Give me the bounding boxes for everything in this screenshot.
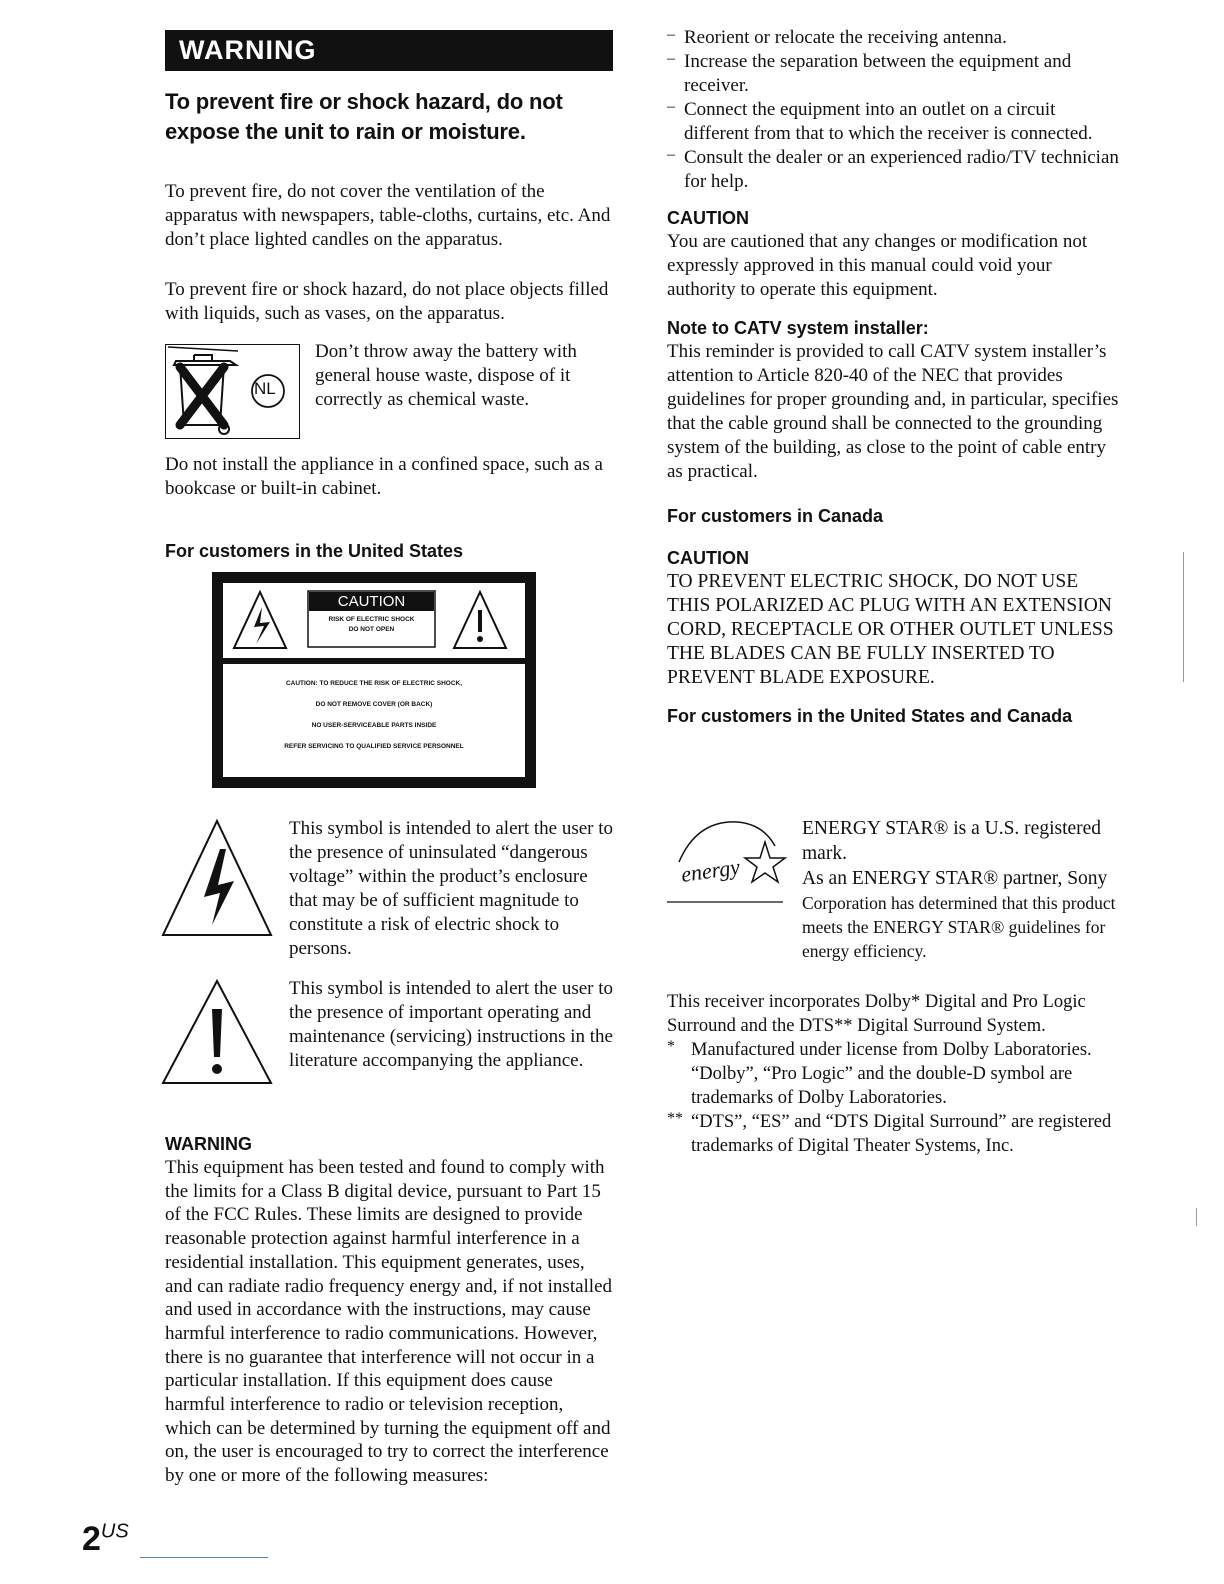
page-number-value: 2 — [82, 1520, 101, 1558]
measure-text: Reorient or relocate the receiving antenna. — [684, 27, 1007, 48]
right-column — [667, 26, 1122, 728]
battery-disposal-row — [165, 340, 613, 439]
page-number — [82, 1520, 129, 1559]
main-heading: To prevent fire or shock hazard, do not expose the unit to rain or moisture. — [165, 89, 563, 144]
footnote-text-2: “Dolby”, “Pro Logic” and the double-D symbol are trademarks of Dolby Laboratories. — [691, 1064, 1073, 1108]
confined-space-paragraph: Do not install the appliance in a confined space, such as a bookcase or built-in cabinet. — [165, 454, 603, 499]
measure-item: – Increase the separation between the equipment and receiver. — [667, 50, 1122, 98]
ventilation-paragraph: To prevent fire, do not cover the ventilation of the apparatus with newspapers, table-cloths, curtains, etc. And don’t place lighted candles on the apparatus. — [165, 181, 611, 250]
energy-star-text — [802, 816, 1122, 963]
caution-label-sub2: DO NOT OPEN — [348, 626, 395, 633]
us-canada-customers-heading: For customers in the United States and Canada — [667, 706, 1073, 726]
fcc-warning-heading: WARNING — [165, 1134, 252, 1154]
footnote-item — [667, 1038, 1122, 1110]
canada-caution-text: TO PREVENT ELECTRIC SHOCK, DO NOT USE THIS POLARIZED AC PLUG WITH AN EXTENSION CORD, RECEPTACLE OR OTHER OUTLET UNLESS THE BLADES CAN BE FULLY INSERTED TO PREVENT BLADE EXPOSURE. — [667, 571, 1114, 688]
footnote-mark: ** — [667, 1110, 683, 1127]
catv-text: This reminder is provided to call CATV system installer’s attention to Article 820-40 of the NEC that provides guidelines for proper grounding and, in particular, specifies that the cable ground shall be connected to the grounding system of the building, as close to the point of cable entry as practical. — [667, 341, 1119, 482]
footnote-item — [667, 1110, 1122, 1158]
voltage-symbol-text: This symbol is intended to alert the user to the presence of uninsulated “dangerous voltage” within the product’s enclosure that may be of sufficient magnitude to constitute a risk of electric shock to persons. — [289, 818, 614, 959]
liquids-paragraph: To prevent fire or shock hazard, do not place objects filled with liquids, such as vases, on the apparatus. — [165, 279, 609, 324]
scan-mark — [1196, 1208, 1197, 1226]
footnote-text: “DTS”, “ES” and “DTS Digital Surround” are registered trademarks of Digital Theater Systems, Inc. — [691, 1112, 1112, 1156]
caution-text: You are cautioned that any changes or modification not expressly approved in this manual could void your authority to operate this equipment. — [667, 231, 1088, 300]
canada-customers-heading: For customers in Canada — [667, 506, 884, 526]
measure-text: Increase the separation between the equipment and receiver. — [684, 51, 1072, 96]
measure-text: Consult the dealer or an experienced radio/TV technician for help. — [684, 147, 1119, 192]
battery-nl-badge: NL — [254, 379, 276, 398]
footnote-text: Manufactured under license from Dolby Laboratories. — [691, 1040, 1092, 1060]
page-number-suffix: US — [100, 1520, 129, 1543]
warning-banner: WARNING — [165, 30, 613, 71]
caution-label-sub1: RISK OF ELECTRIC SHOCK — [328, 616, 415, 623]
caution-label-title: CAUTION — [337, 593, 406, 610]
scan-mark — [1183, 552, 1184, 682]
battery-disposal-text: Don’t throw away the battery with general house waste, dispose of it correctly as chemical waste. — [315, 341, 577, 410]
measure-item: – Connect the equipment into an outlet on a circuit different from that to which the receiver is connected. — [667, 98, 1122, 146]
measure-item: – Reorient or relocate the receiving antenna. — [667, 26, 1007, 48]
footnote-mark: * — [667, 1038, 675, 1055]
energy-star-guidelines-text: Corporation has determined that this product meets the ENERGY STAR® guidelines for energy efficiency. — [802, 893, 1116, 961]
caution-label — [212, 572, 536, 788]
battery-disposal-icon — [165, 344, 300, 439]
caution-label-line1: CAUTION: TO REDUCE THE RISK OF ELECTRIC SHOCK, — [285, 680, 463, 687]
dolby-text: This receiver incorporates Dolby* Digital and Pro Logic Surround and the DTS** Digital Surround System. — [667, 992, 1086, 1036]
attention-symbol-text: This symbol is intended to alert the user to the presence of important operating and maintenance (servicing) instructions in the literature accompanying the appliance. — [289, 978, 614, 1071]
caution-label-line2: DO NOT REMOVE COVER (OR BACK) — [315, 701, 433, 708]
caution-label-line4: REFER SERVICING TO QUALIFIED SERVICE PERSONNEL — [284, 743, 464, 750]
left-column — [165, 30, 613, 563]
measure-item: – Consult the dealer or an experienced radio/TV technician for help. — [667, 146, 1122, 194]
fcc-warning-block — [165, 1132, 613, 1488]
caution-label-line3: NO USER-SERVICEABLE PARTS INSIDE — [311, 722, 437, 729]
measure-text: Connect the equipment into an outlet on a circuit different from that to which the receiver is connected. — [684, 99, 1093, 144]
dolby-block — [667, 990, 1122, 1158]
energy-logo-text: energy — [679, 854, 742, 887]
page-footer-rule — [140, 1557, 268, 1558]
fcc-warning-text: This equipment has been tested and found to comply with the limits for a Class B digital device, pursuant to Part 15 of the FCC Rules. These limits are designed to provide reasonable protection against harmful interference in a residential installation. This equipment generates, uses, and can radiate radio frequency energy and, if not installed and used in accordance with the instructions, may cause harmful interference to radio communications. However, there is no guarantee that interference will not occur in a particular installation. If this equipment does cause harmful interference to radio or television reception, which can be determined by turning the equipment off and on, the user is encouraged to try to correct the interference by one or more of the following measures: — [165, 1157, 613, 1487]
energy-star-mark-text: ENERGY STAR® is a U.S. registered mark. — [802, 818, 1102, 864]
us-customers-heading: For customers in the United States — [165, 541, 464, 561]
catv-heading: Note to CATV system installer: — [667, 318, 929, 338]
exclamation-triangle-icon — [160, 977, 275, 1092]
lightning-triangle-icon — [160, 817, 275, 942]
caution-heading: CAUTION — [667, 208, 749, 228]
energy-star-partner-text: As an ENERGY STAR® partner, Sony — [802, 868, 1108, 889]
canada-caution-heading: CAUTION — [667, 548, 749, 568]
